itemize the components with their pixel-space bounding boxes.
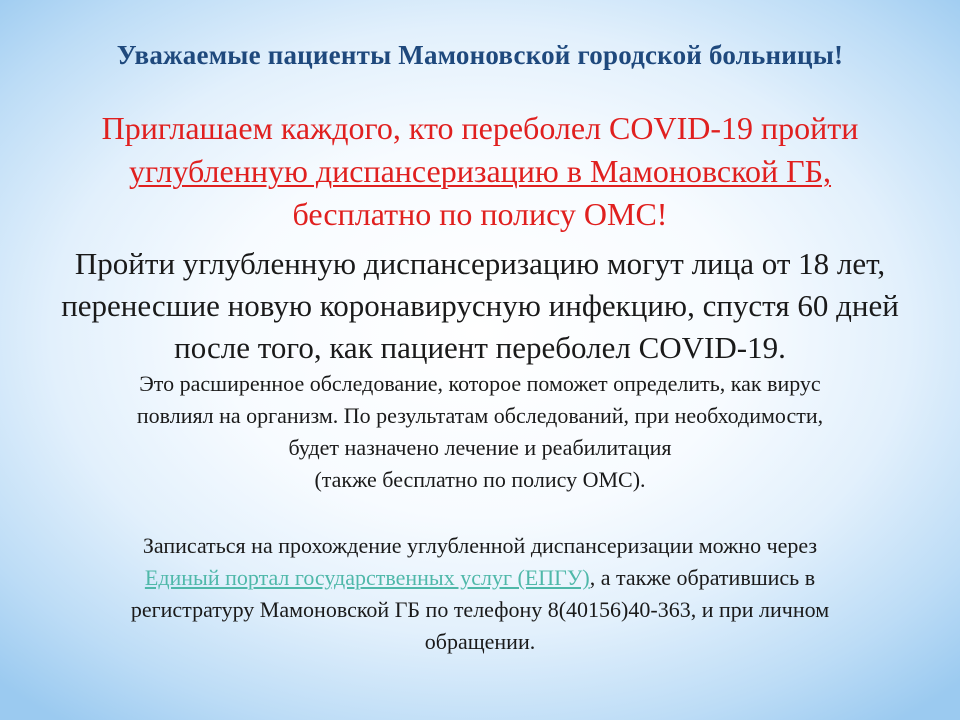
description-line-4: (также бесплатно по полису ОМС). xyxy=(314,467,646,492)
eligibility-line-1: Пройти углубленную диспансеризацию могут лица от 18 лет, xyxy=(74,246,886,281)
invitation-block xyxy=(40,107,920,236)
signup-block xyxy=(40,530,920,658)
eligibility-block xyxy=(30,243,930,369)
description-block xyxy=(40,368,920,496)
page-title xyxy=(0,40,960,71)
eligibility-line-3: после того, как пациент переболел COVID-19. xyxy=(174,330,786,365)
eligibility-line-2: перенесшие новую коронавирусную инфекцию, спустя 60 дней xyxy=(61,288,899,323)
signup-line-3: регистратуру Мамоновской ГБ по телефону 8(40156)40-363, и при личном xyxy=(130,597,830,622)
signup-line-2 xyxy=(40,562,920,594)
signup-line-1: Записаться на прохождение углубленной диспансеризации можно через xyxy=(142,533,818,558)
invitation-underlined-text: углубленную диспансеризацию в Мамоновской ГБ, xyxy=(128,153,832,189)
description-line-1: Это расширенное обследование, которое поможет определить, как вирус xyxy=(139,371,821,396)
invitation-line-1: Приглашаем каждого, кто переболел COVID-19 пройти xyxy=(101,110,859,146)
signup-line-4: обращении. xyxy=(424,629,536,654)
invitation-line-2 xyxy=(40,150,920,193)
epgu-portal-link[interactable]: Единый портал государственных услуг (ЕПГУ) xyxy=(144,565,590,590)
description-line-2: повлиял на организм. По результатам обследований, при необходимости, xyxy=(136,403,824,428)
page-title-text: Уважаемые пациенты Мамоновской городской больницы! xyxy=(116,40,844,70)
signup-line-2-rest: , а также обратившись в xyxy=(589,565,816,590)
description-line-3: будет назначено лечение и реабилитация xyxy=(288,435,672,460)
invitation-line-3: бесплатно по полису ОМС! xyxy=(292,196,668,232)
